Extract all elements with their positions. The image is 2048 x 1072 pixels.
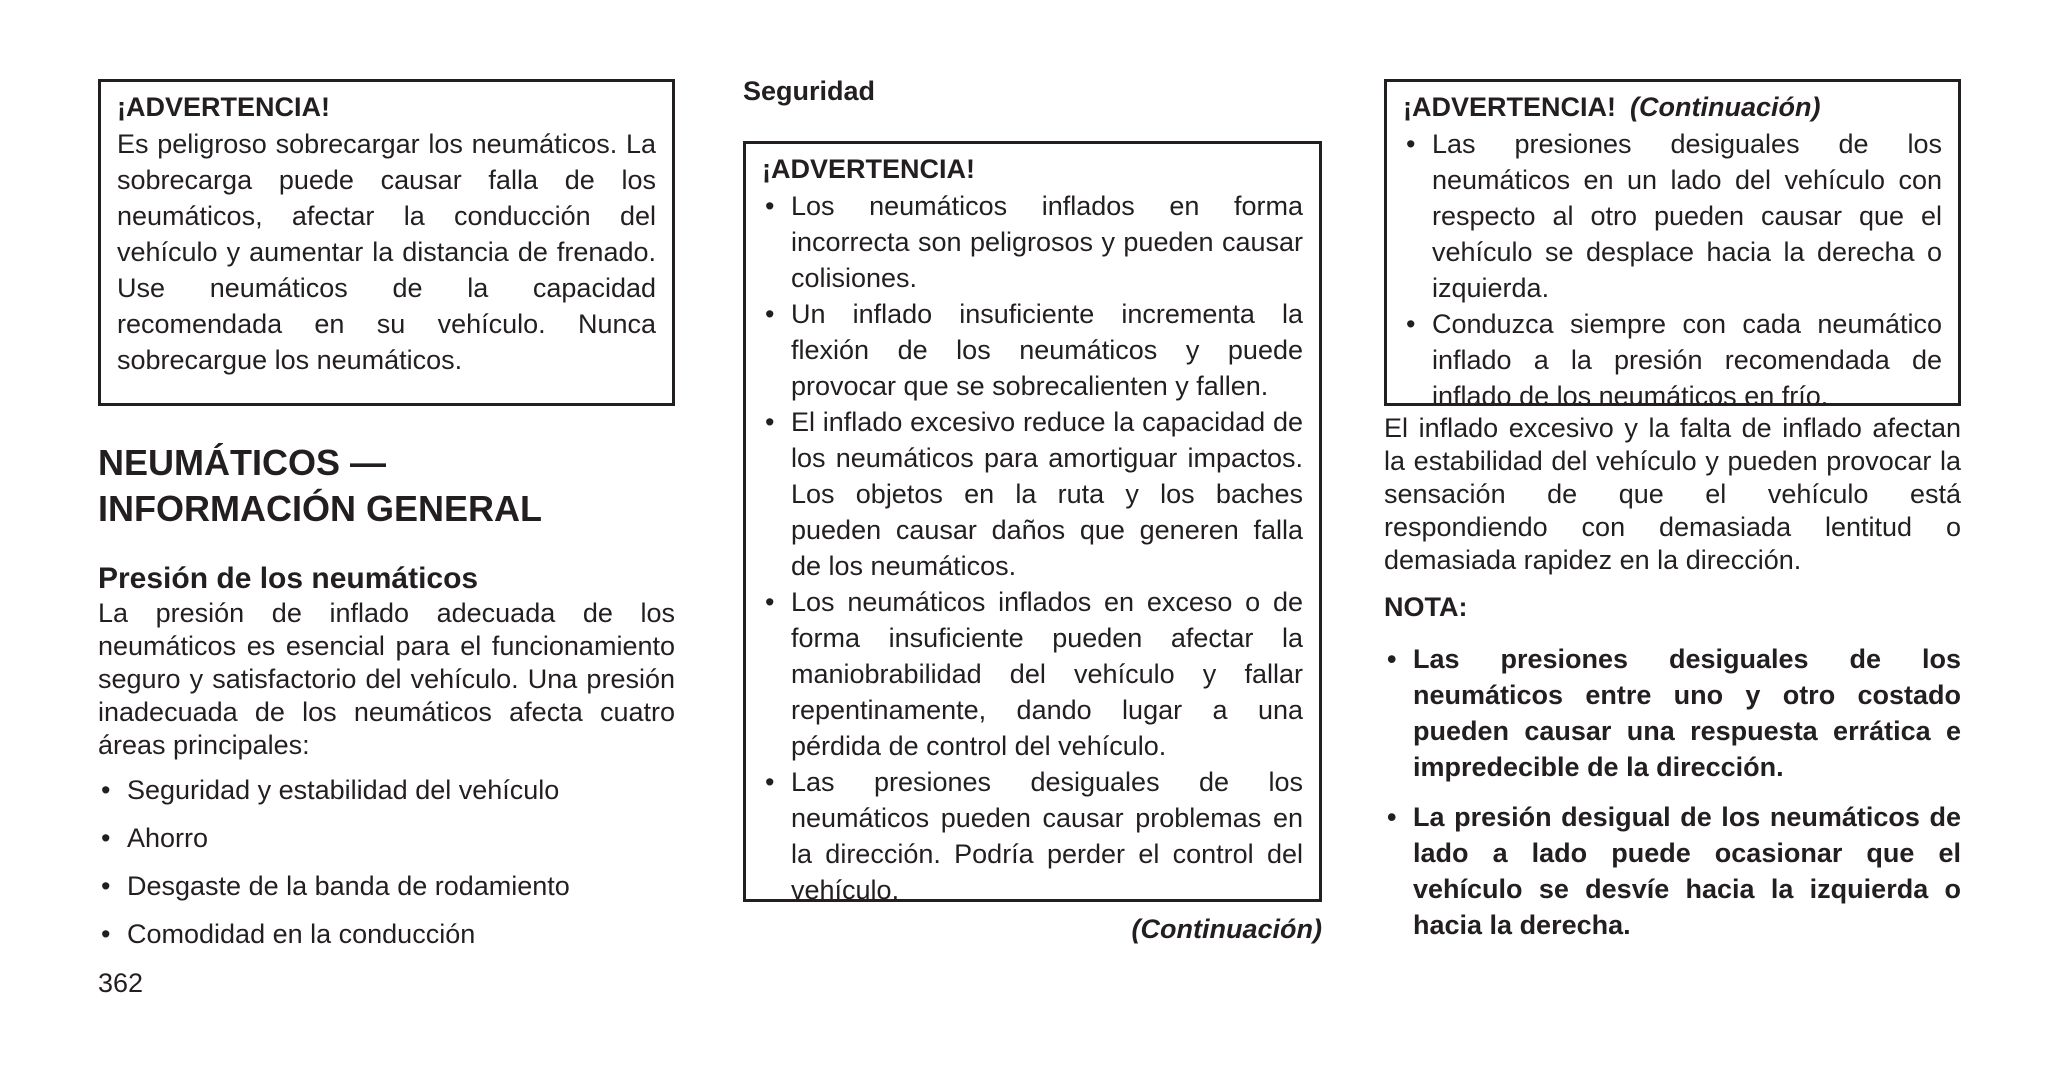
- warning-bullets: [762, 188, 1303, 908]
- areas-list: [98, 772, 675, 952]
- intro-paragraph: La presión de inflado adecuada de los neumáticos es esencial para el funcionamiento seguro y satisfactorio del vehículo. Una presión inadecuada de los neumáticos afecta cuatro áreas principales:: [98, 598, 675, 760]
- list-item: • Ahorro: [98, 820, 675, 856]
- warning-title-row: [1403, 88, 1942, 126]
- section-title-line2: INFORMACIÓN GENERAL: [98, 488, 542, 529]
- tires-section-heading: [98, 440, 675, 532]
- continued-label: (Continuación): [1131, 914, 1322, 944]
- list-item: • Las presiones desiguales de los neumáticos en un lado del vehículo con respecto al otro pueden causar que el vehículo se desplace hacia la derecha o izquierda.: [1403, 126, 1942, 306]
- continued-warning-box: [1384, 79, 1961, 411]
- inflation-warning-box: [743, 141, 1322, 905]
- list-item: • Las presiones desiguales de los neumáticos pueden causar problemas en la dirección. Podría perder el control del vehículo.: [762, 764, 1303, 908]
- warning-title: ¡ADVERTENCIA!: [1403, 92, 1616, 122]
- section-title-line1: NEUMÁTICOS —: [98, 442, 386, 483]
- list-item: • Conduzca siempre con cada neumático inflado a la presión recomendada de inflado de los neumáticos en frío.: [1403, 306, 1942, 414]
- warning-title-continued: (Continuación): [1630, 92, 1821, 122]
- section-label: Seguridad: [743, 76, 876, 106]
- list-item: • Las presiones desiguales de los neumáticos entre uno y otro costado pueden causar una respuesta errática e impredecible de la dirección.: [1384, 641, 1961, 785]
- list-item: • Comodidad en la conducción: [98, 916, 675, 952]
- warning-bullets: [1403, 126, 1942, 414]
- warning-title: ¡ADVERTENCIA!: [762, 154, 975, 184]
- overload-warning-box: [98, 79, 675, 406]
- warning-title: ¡ADVERTENCIA!: [117, 92, 330, 122]
- list-item: • Los neumáticos inflados en exceso o de forma insuficiente pueden afectar la maniobrabilidad del vehículo y fallar repentinamente, dando lugar a una pérdida de control del vehículo.: [762, 584, 1303, 764]
- note-list: [1384, 641, 1961, 957]
- list-item: • Desgaste de la banda de rodamiento: [98, 868, 675, 904]
- page-number: 362: [98, 968, 144, 998]
- note-label: NOTA:: [1384, 592, 1468, 622]
- list-item: • El inflado excesivo reduce la capacidad de los neumáticos para amortiguar impactos. Los objetos en la ruta y los baches pueden causar daños que generen falla de los neumáticos.: [762, 404, 1303, 584]
- tire-pressure-section: [98, 561, 675, 964]
- subsection-title: Presión de los neumáticos: [98, 562, 479, 595]
- list-item: • La presión desigual de los neumáticos de lado a lado puede ocasionar que el vehículo se desvíe hacia la izquierda o hacia la derecha.: [1384, 799, 1961, 943]
- list-item: • Un inflado insuficiente incrementa la flexión de los neumáticos y puede provocar que se sobrecalienten y fallen.: [762, 296, 1303, 404]
- stability-paragraph: El inflado excesivo y la falta de inflado afectan la estabilidad del vehículo y pueden provocar la sensación de que el vehículo está respondiendo con demasiada lentitud o demasiada rapidez en la dirección.: [1384, 413, 1961, 575]
- list-item: • Seguridad y estabilidad del vehículo: [98, 772, 675, 808]
- list-item: • Los neumáticos inflados en forma incorrecta son peligrosos y pueden causar colisiones.: [762, 188, 1303, 296]
- warning-text: Es peligroso sobrecargar los neumáticos. La sobrecarga puede causar falla de los neumáticos, afectar la conducción del vehículo y aumentar la distancia de frenado. Use neumáticos de la capacidad recomendada en su vehículo. Nunca sobrecargue los neumáticos.: [117, 129, 656, 375]
